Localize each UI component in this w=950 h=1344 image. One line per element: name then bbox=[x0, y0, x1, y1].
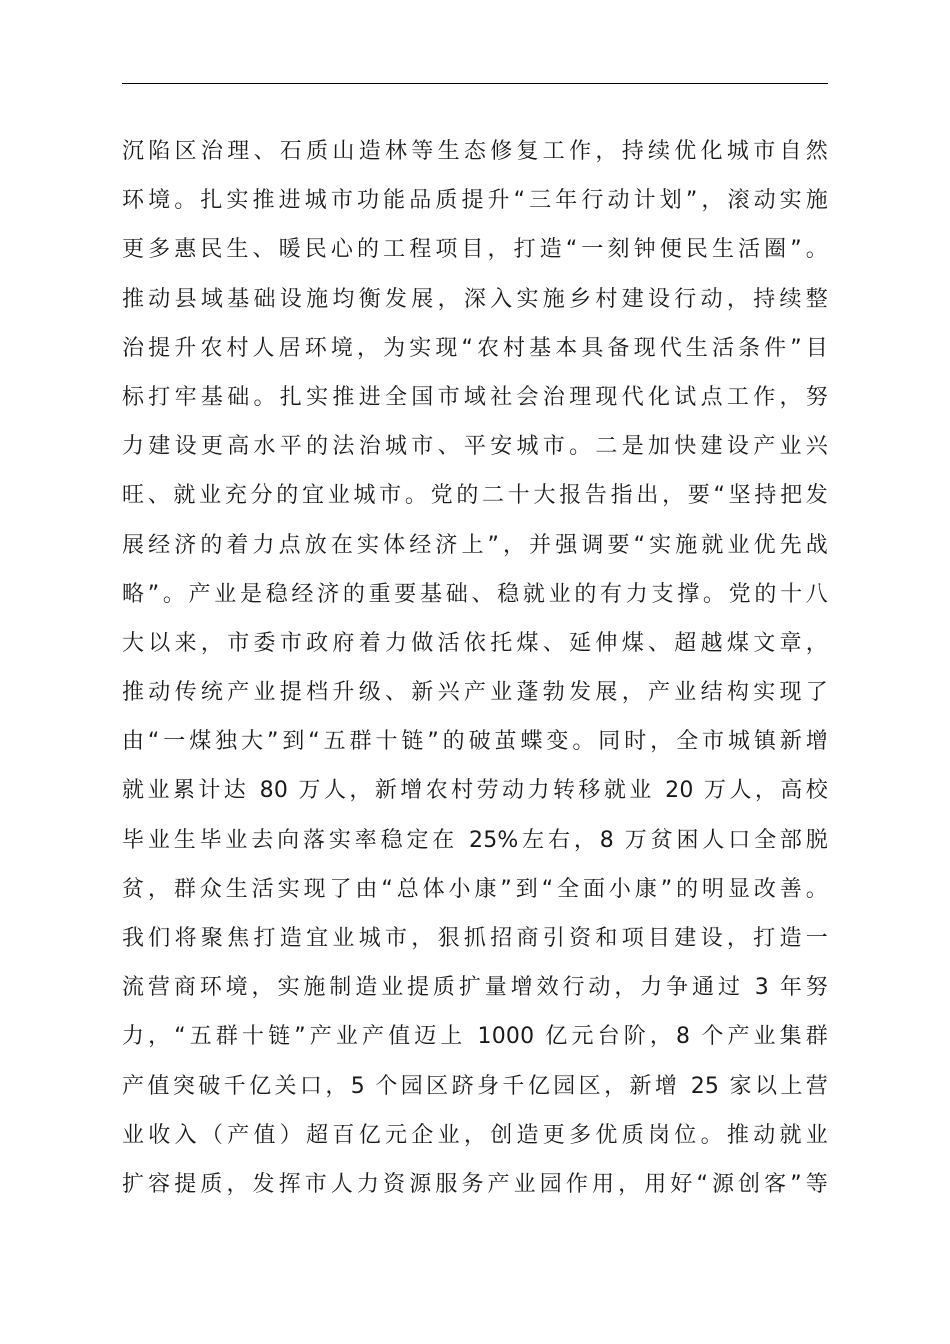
text-line: 扩容提质，发挥市人力资源服务产业园作用，用好“源创客”等 bbox=[122, 1171, 828, 1197]
text-line: 由“一煤独大”到“五群十链”的破茧蝶变。同时，全市城镇新增 bbox=[122, 729, 828, 755]
text-line: 治提升农村人居环境，为实现“农村基本具备现代生活条件”目 bbox=[122, 335, 828, 361]
text-line: 就业累计达 80 万人，新增农村劳动力转移就业 20 万人，高校 bbox=[122, 778, 828, 804]
text-line: 沉陷区治理、石质山造林等生态修复工作，持续优化城市自然 bbox=[122, 139, 828, 164]
text-line: 标打牢基础。扎实推进全国市域社会治理现代化试点工作，努 bbox=[122, 384, 828, 410]
text-line: 业收入（产值）超百亿元企业，创造更多优质岗位。推动就业 bbox=[122, 1122, 828, 1148]
text-line: 推动传统产业提档升级、新兴产业蓬勃发展，产业结构实现了 bbox=[122, 680, 828, 706]
text-line: 推动县域基础设施均衡发展，深入实施乡村建设行动，持续整 bbox=[122, 286, 828, 312]
header-rule bbox=[122, 83, 828, 84]
text-line: 毕业生毕业去向落实率稳定在 25%左右，8 万贫困人口全部脱 bbox=[122, 827, 828, 853]
text-line: 旺、就业充分的宜业城市。党的二十大报告指出，要“坚持把发 bbox=[122, 483, 828, 509]
text-line: 贫，群众生活实现了由“总体小康”到“全面小康”的明显改善。 bbox=[122, 876, 828, 902]
text-line: 大以来，市委市政府着力做活依托煤、延伸煤、超越煤文章， bbox=[122, 630, 828, 656]
text-line: 我们将聚焦打造宜业城市，狠抓招商引资和项目建设，打造一 bbox=[122, 926, 828, 951]
text-line: 更多惠民生、暖民心的工程项目，打造“一刻钟便民生活圈”。 bbox=[122, 237, 828, 263]
text-line: 力，“五群十链”产业产值迈上 1000 亿元台阶，8 个产业集群 bbox=[122, 1024, 828, 1050]
text-line: 展经济的着力点放在实体经济上”，并强调要“实施就业优先战 bbox=[122, 532, 828, 558]
text-line: 环境。扎实推进城市功能品质提升“三年行动计划”，滚动实施 bbox=[122, 188, 828, 214]
text-line: 产值突破千亿关口，5 个园区跻身千亿园区，新增 25 家以上营 bbox=[122, 1073, 828, 1099]
text-line: 力建设更高水平的法治城市、平安城市。二是加快建设产业兴 bbox=[122, 434, 828, 460]
text-line: 流营商环境，实施制造业提质扩量增效行动，力争通过 3 年努 bbox=[122, 975, 828, 1001]
body-text bbox=[122, 127, 828, 1209]
text-line: 略”。产业是稳经济的重要基础、稳就业的有力支撑。党的十八 bbox=[122, 581, 828, 607]
